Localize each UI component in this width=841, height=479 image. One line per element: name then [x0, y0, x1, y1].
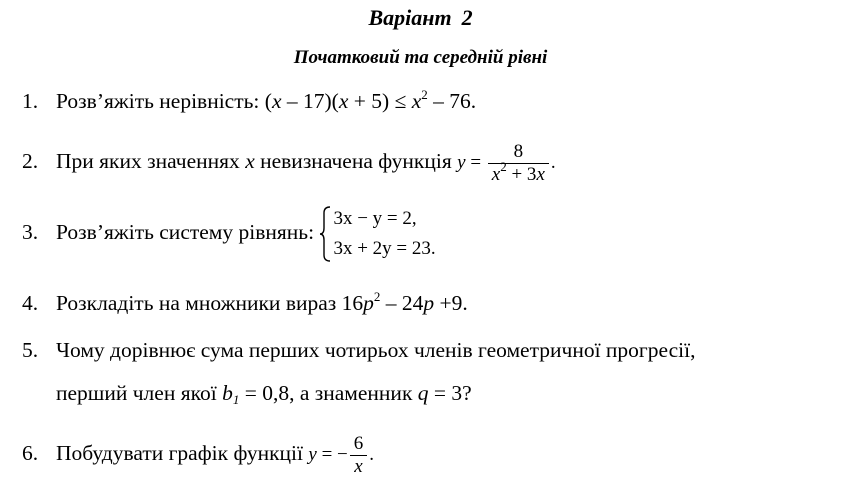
equation-1: 3x − y = 2,: [333, 208, 417, 229]
task-5-line-2: [22, 379, 472, 407]
task-text: Розкладіть на множники вираз $16p^2 - 24p +9$.: [56, 289, 468, 315]
level-subtitle: Початковий та середній рівні: [293, 47, 548, 68]
task-text: При яких значеннях x невизначена функція y = $\frac{8}{x^2 + 3x}$ .: [56, 141, 556, 185]
equation-2: 3x + 2y = 23.: [333, 238, 436, 259]
variant-number: 2: [461, 5, 473, 30]
fraction: $\frac{8}{x^2 + 3x}$: [488, 141, 549, 186]
task-number: 1.: [22, 89, 39, 113]
task-6: [22, 433, 374, 478]
task-5: [22, 336, 695, 364]
equation-system: [319, 204, 435, 264]
task-number: 2.: [22, 148, 39, 173]
task-number: 3.: [22, 219, 39, 244]
variant-label: Варіант: [368, 5, 452, 30]
task-text: Розв’яжіть нерівність: $(x - 17)(x + 5) \le x^2 - 76$.: [56, 87, 477, 113]
task-1: [22, 87, 476, 115]
task-number: 4.: [22, 291, 39, 315]
function-formula: y = − $\frac{6}{x}$ .: [308, 433, 374, 477]
fraction: $\frac{6}{x}$: [350, 433, 368, 478]
task-number: 6.: [22, 440, 39, 465]
function-formula: y = $\frac{8}{x^2 + 3x}$ .: [457, 141, 556, 185]
task-text-line-1: Чому дорівнює сума перших чотирьох членів геометричної прогресії,: [56, 338, 696, 362]
task-text-line-2: перший член якої $b_1 = 0,8$, а знаменник q = 3?: [56, 381, 472, 407]
task-text: Побудувати графік функції y = − $\frac{6}{x}$ .: [56, 433, 374, 477]
task-3: [22, 204, 436, 264]
inequality: $(x - 17)(x + 5) \le x^2 - 76$.: [264, 87, 477, 113]
task-2: [22, 141, 556, 186]
brace-icon: [319, 206, 331, 262]
variant-title: [0, 4, 841, 32]
task-4: [22, 289, 468, 317]
task-number: 5.: [22, 338, 39, 362]
task-text: Розв’яжіть систему рівнянь: 3x − y = 2, 3x + 2y = 23.: [56, 220, 436, 244]
